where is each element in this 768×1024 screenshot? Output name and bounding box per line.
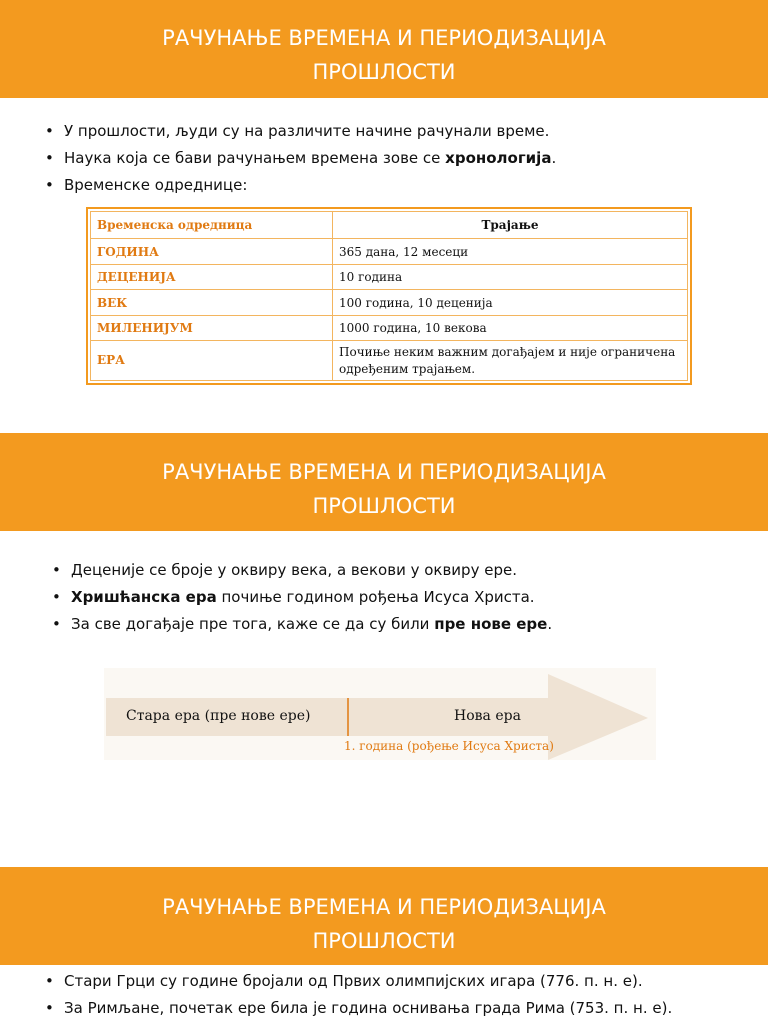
table-row: ГОДИНА 365 дана, 12 месеци: [91, 239, 688, 264]
slide-3-bullet-list: [42, 968, 672, 1022]
era-timeline: [104, 668, 656, 760]
old-era-label: Стара ера (пре нове ере): [126, 708, 311, 724]
table-header-duration: Трајање: [333, 212, 688, 239]
slide-1-title-line-1: РАЧУНАЊЕ ВРЕМЕНА И ПЕРИОДИЗАЦИЈА: [162, 26, 606, 50]
time-units-table: [86, 207, 692, 385]
slide-3-title-line-1: РАЧУНАЊЕ ВРЕМЕНА И ПЕРИОДИЗАЦИЈА: [162, 895, 606, 919]
table-row: ДЕЦЕНИЈА 10 година: [91, 264, 688, 289]
bullet-item: • Стари Грци су године бројали од Првих олимпијских игара (776. п. н. е).: [42, 968, 672, 995]
year-one-note: 1. година (рођење Исуса Христа): [344, 739, 554, 753]
bullet-item: • У прошлости, људи су на различите начине рачунали време.: [42, 118, 556, 145]
bullet-item: • Деценије се броје у оквиру века, а векови у оквиру ере.: [49, 557, 552, 584]
slide-2-title-line-2: ПРОШЛОСТИ: [312, 494, 456, 518]
table-header-term: Временска одредница: [91, 212, 333, 239]
table-row: ВЕК 100 година, 10 деценија: [91, 290, 688, 315]
slide-2-bullet-list: [49, 557, 552, 638]
bullet-item: • Временске одреднице:: [42, 172, 556, 199]
slide-1-title-banner: [0, 0, 768, 98]
slide-3-title-line-2: ПРОШЛОСТИ: [312, 929, 456, 953]
bullet-item: • За Римљане, почетак ере била је година оснивања града Рима (753. п. н. е).: [42, 995, 672, 1022]
term-chronology: хронологија: [445, 149, 552, 167]
slide-1-bullet-list: [42, 118, 556, 199]
slide-2-title-line-1: РАЧУНАЊЕ ВРЕМЕНА И ПЕРИОДИЗАЦИЈА: [162, 460, 606, 484]
new-era-label: Нова ера: [454, 708, 521, 724]
table-row: МИЛЕНИЈУМ 1000 година, 10 векова: [91, 315, 688, 340]
table-row: ЕРА Почиње неким важним догађајем и није ограничена одређеним трајањем.: [91, 341, 688, 381]
bullet-item: • Хришћанска ера почиње годином рођења Исуса Христа.: [49, 584, 552, 611]
slide-2-title-banner: [0, 433, 768, 531]
slide-3-title-banner: [0, 867, 768, 965]
term-christian-era: Хришћанска ера: [71, 588, 217, 606]
term-bce: пре нове ере: [434, 615, 548, 633]
slide-1-title-line-2: ПРОШЛОСТИ: [312, 60, 456, 84]
bullet-item: • За све догађаје пре тога, каже се да су били пре нове ере.: [49, 611, 552, 638]
bullet-item: • Наука која се бави рачунањем времена зове се хронологија.: [42, 145, 556, 172]
